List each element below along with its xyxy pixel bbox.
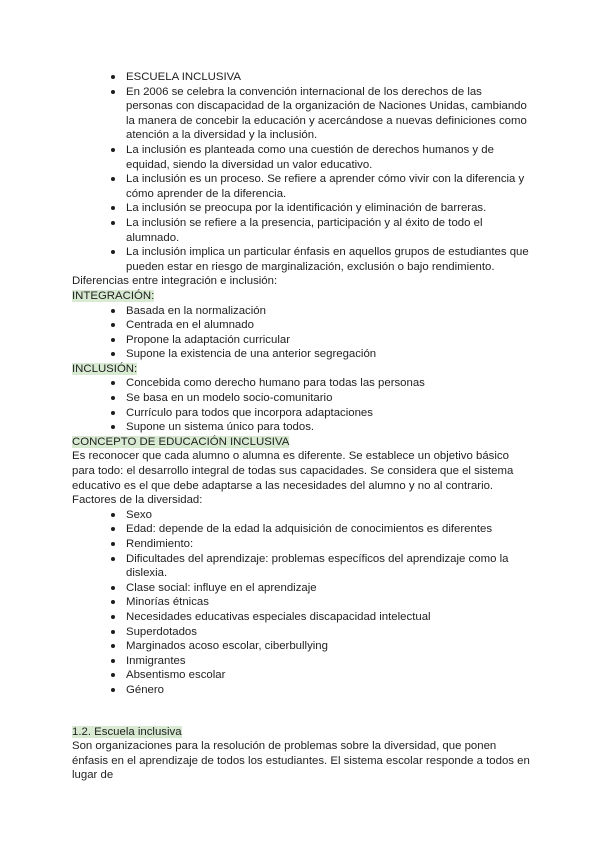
bullet-icon (111, 338, 115, 342)
list-item: Currículo para todos que incorpora adaptaciones (72, 406, 530, 421)
escuela-text: Son organizaciones para la resolución de problemas sobre la diversidad, que ponen énfasis en el aprendizaje de todos los estudiantes. El sistema escolar responde a todos en lugar de (72, 740, 530, 782)
list-item: La inclusión se refiere a la presencia, participación y al éxito de todo el alumnado. (72, 216, 530, 245)
bullet-icon (111, 673, 115, 677)
list-item: Concebida como derecho humano para todas las personas (72, 376, 530, 391)
list-item: Supone un sistema único para todos. (72, 420, 530, 435)
bullet-icon (111, 323, 115, 327)
bullet-icon (111, 688, 115, 692)
inclusion-heading-text: INCLUSIÓN: (72, 362, 138, 375)
concepto-heading-text: CONCEPTO DE EDUCACIÓN INCLUSIVA (72, 435, 290, 448)
list-item: Minorías étnicas (72, 595, 530, 610)
intro-bullet-list (72, 70, 530, 274)
bullet-icon (111, 90, 115, 94)
list-item: Clase social: influye en el aprendizaje (72, 581, 530, 596)
inclusion-list (72, 376, 530, 434)
factores-title: Factores de la diversidad: (72, 494, 203, 507)
bullet-icon (111, 250, 115, 254)
list-item: La inclusión implica un particular énfasis en aquellos grupos de estudiantes que pueden estar en riesgo de marginalización, exclusión o bajo rendimiento. (72, 245, 530, 274)
list-item: Género (72, 683, 530, 698)
bullet-icon (111, 396, 115, 400)
list-item: Rendimiento: (72, 537, 530, 552)
bullet-icon (111, 177, 115, 181)
concepto-text: Es reconocer que cada alumno o alumna es diferente. Se establece un objetivo básico para todo: el desarrollo integral de todas sus capacidades. Se considera que el sistema educativo es el que debe adaptarse a las necesidades del alumno y no al contrario. (72, 450, 514, 492)
list-item: La inclusión es un proceso. Se refiere a aprender cómo vivir con la diferencia y cómo aprender de la diferencia. (72, 172, 530, 201)
list-item: Basada en la normalización (72, 304, 530, 319)
diferencias-title: Diferencias entre integración e inclusión: (72, 275, 278, 288)
document-content (72, 70, 530, 783)
list-item: Centrada en el alumnado (72, 318, 530, 333)
integracion-list (72, 304, 530, 362)
bullet-icon (111, 630, 115, 634)
bullet-icon (111, 206, 115, 210)
list-item: Inmigrantes (72, 654, 530, 669)
bullet-icon (111, 75, 115, 79)
bullet-icon (111, 586, 115, 590)
list-item: Sexo (72, 508, 530, 523)
list-item: La inclusión es planteada como una cuestión de derechos humanos y de equidad, siendo la diversidad un valor educativo. (72, 143, 530, 172)
list-item: Propone la adaptación curricular (72, 333, 530, 348)
list-item: Necesidades educativas especiales discapacidad intelectual (72, 610, 530, 625)
list-item: ESCUELA INCLUSIVA (72, 70, 530, 85)
bullet-icon (111, 600, 115, 604)
list-item: Superdotados (72, 625, 530, 640)
bullet-icon (111, 644, 115, 648)
section-spacer (72, 698, 530, 725)
bullet-icon (111, 148, 115, 152)
escuela-heading (72, 725, 530, 740)
bullet-icon (111, 659, 115, 663)
list-item: Marginados acoso escolar, ciberbullying (72, 639, 530, 654)
factores-list (72, 508, 530, 698)
concepto-heading (72, 435, 530, 450)
bullet-icon (111, 615, 115, 619)
list-item: En 2006 se celebra la convención internacional de los derechos de las personas con discapacidad de la organización de Naciones Unidas, cambiando la manera de concebir la educación y acercándose a nuevas definiciones como atención a la diversidad y la inclusión. (72, 85, 530, 143)
bullet-icon (111, 381, 115, 385)
list-item: La inclusión se preocupa por la identificación y eliminación de barreras. (72, 201, 530, 216)
bullet-icon (111, 542, 115, 546)
bullet-icon (111, 309, 115, 313)
bullet-icon (111, 352, 115, 356)
bullet-icon (111, 411, 115, 415)
bullet-icon (111, 557, 115, 561)
bullet-icon (111, 513, 115, 517)
bullet-icon (111, 527, 115, 531)
bullet-icon (111, 221, 115, 225)
inclusion-heading (72, 362, 530, 377)
integracion-heading-text: INTEGRACIÓN: (72, 289, 155, 302)
list-item: Edad: depende de la edad la adquisición de conocimientos es diferentes (72, 522, 530, 537)
list-item: Absentismo escolar (72, 668, 530, 683)
list-item: Se basa en un modelo socio-comunitario (72, 391, 530, 406)
escuela-heading-text: 1.2. Escuela inclusiva (72, 725, 182, 738)
bullet-icon (111, 425, 115, 429)
list-item: Supone la existencia de una anterior segregación (72, 347, 530, 362)
list-item: Dificultades del aprendizaje: problemas específicos del aprendizaje como la dislexia. (72, 552, 530, 581)
integracion-heading (72, 289, 530, 304)
